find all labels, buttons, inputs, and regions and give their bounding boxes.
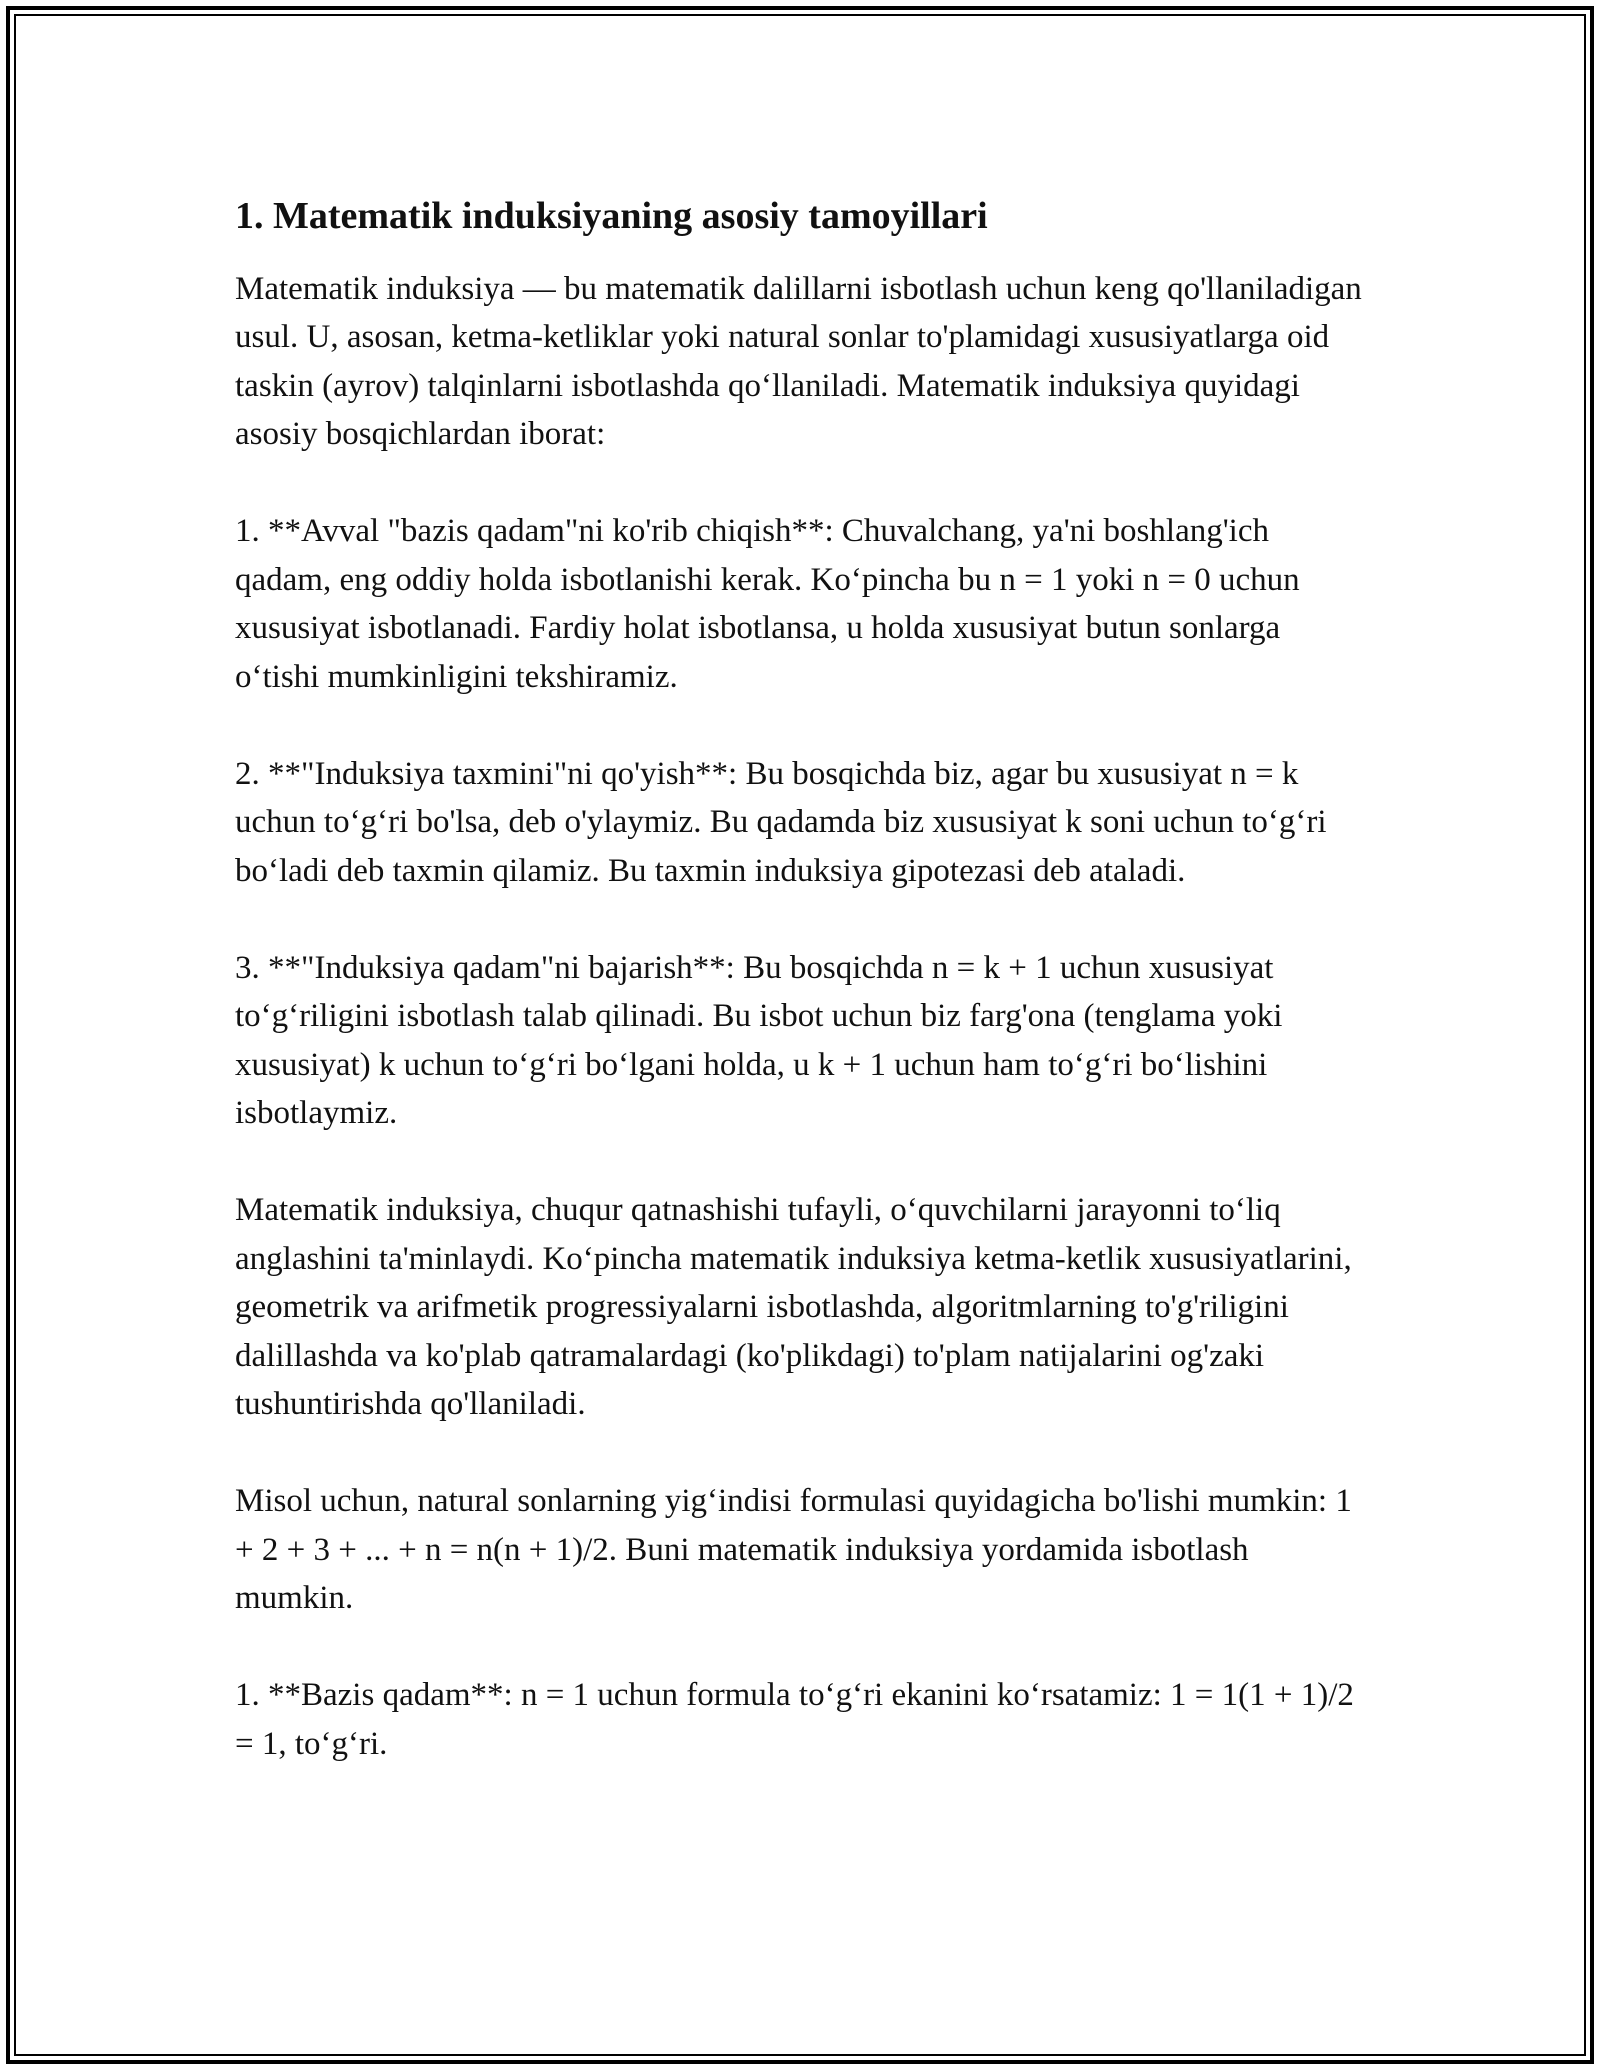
paragraph-example: Misol uchun, natural sonlarning yig‘indisi formulasi quyidagicha bo'lishi mumkin: 1 + 2 + 3 + ... + n = n(n + 1)/2. Buni matematik induksiya yordamida isbotlash mumkin.: [235, 1483, 1352, 1616]
paragraph-applications: Matematik induksiya, chuqur qatnashishi tufayli, o‘quvchilarni jarayonni to‘liq anglashini ta'minlaydi. Ko‘pincha matematik induksiya ketma-ketlik xususiyatlarini, geometrik va arifmetik progressiyalarni isbotlashda, algoritmlarning to'g'riligini dalillashda va ko'plab qatramalardagi (ko'plikdagi) to'plam natijalarini og'zaki tushuntirishda qo'llaniladi.: [235, 1192, 1352, 1422]
section-title: 1. Matematik induksiyaning asosiy tamoyillari: [235, 195, 988, 237]
paragraph-intro: Matematik induksiya — bu matematik dalillarni isbotlash uchun keng qo'llaniladigan usul. U, asosan, ketma-ketliklar yoki natural sonlar to'plamidagi xususiyatlarga oid taskin (ayrov) talqinlarni isbotlashda qo‘llaniladi. Matematik induksiya quyidagi asosiy bosqichlardan iborat:: [235, 270, 1362, 452]
document-body: [235, 180, 1365, 1817]
paragraph-step-hypothesis: 2. **"Induksiya taxmini"ni qo'yish**: Bu bosqichda biz, agar bu xususiyat n = k uchun to‘g‘ri bo'lsa, deb o'ylaymiz. Bu qadamda biz xususiyat k soni uchun to‘g‘ri bo‘ladi deb taxmin qilamiz. Bu taxmin induksiya gipotezasi deb ataladi.: [235, 755, 1327, 889]
paragraph-step-base: 1. **Avval "bazis qadam"ni ko'rib chiqish**: Chuvalchang, ya'ni boshlang'ich qadam, eng oddiy holda isbotlanishi kerak. Ko‘pincha bu n = 1 yoki n = 0 uchun xususiyat isbotlanadi. Fardiy holat isbotlansa, u holda xususiyat butun sonlarga o‘tishi mumkinligini tekshiramiz.: [235, 513, 1300, 695]
paragraph-example-base: 1. **Bazis qadam**: n = 1 uchun formula to‘g‘ri ekanini ko‘rsatamiz: 1 = 1(1 + 1)/2 = 1, to‘g‘ri.: [235, 1677, 1354, 1762]
paragraph-step-induction: 3. **"Induksiya qadam"ni bajarish**: Bu bosqichda n = k + 1 uchun xususiyat to‘g‘riligini isbotlash talab qilinadi. Bu isbot uchun biz farg'ona (tenglama yoki xususiyat) k uchun to‘g‘ri bo‘lgani holda, u k + 1 uchun ham to‘g‘ri bo‘lishini isbotlaymiz.: [235, 949, 1283, 1131]
